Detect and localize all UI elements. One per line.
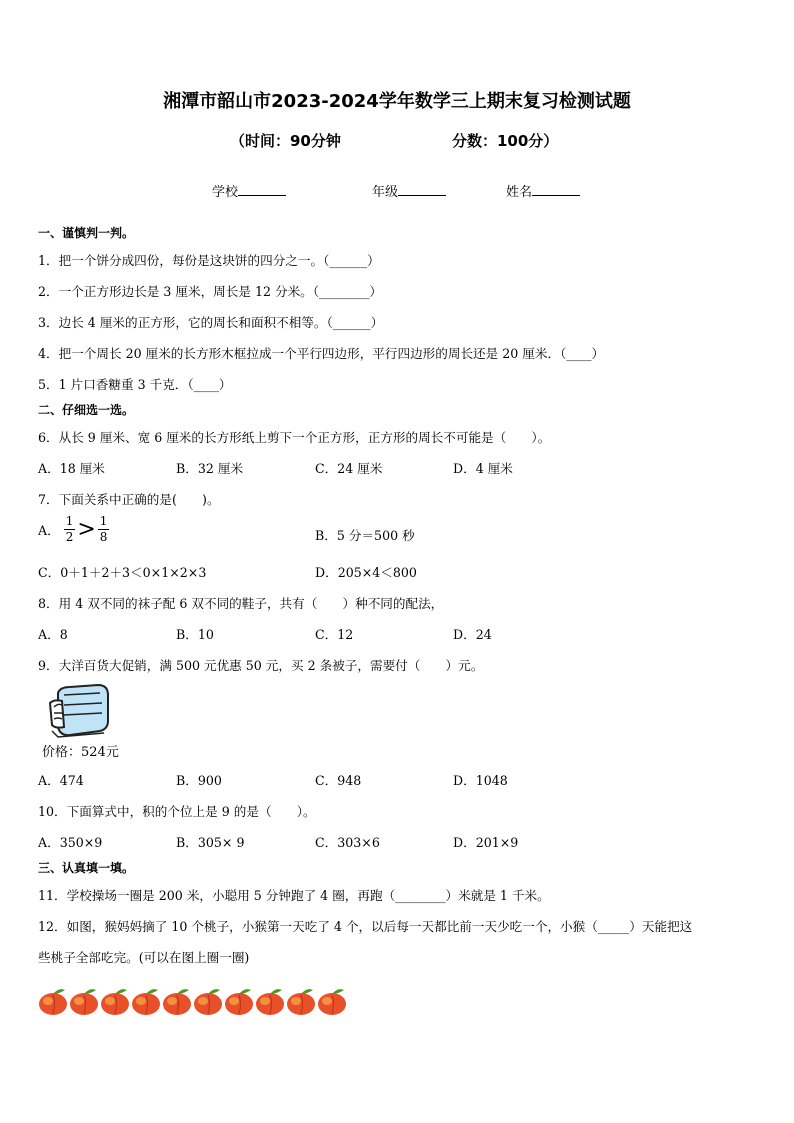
question-4: 4．把一个周长 20 厘米的长方形木框拉成一个平行四边形，平行四边形的周长还是 20 厘米．（____） xyxy=(38,346,605,361)
q7-option-b: B．5 分＝500 秒 xyxy=(315,528,415,543)
name-label: 姓名 xyxy=(506,185,533,200)
exam-score: 分数：100分） xyxy=(452,132,559,150)
q9-option-d: D．1048 xyxy=(453,773,508,788)
page-title: 湘潭市韶山市2023-2024学年数学三上期末复习检测试题 xyxy=(163,91,631,112)
question-1: 1．把一个饼分成四份，每份是这块饼的四分之一。（______） xyxy=(38,253,380,268)
q6-option-c: C．24 厘米 xyxy=(315,461,383,476)
quilt-bag-illustration xyxy=(44,681,114,741)
question-11: 11．学校操场一圈是 200 米，小聪用 5 分钟跑了 4 圈，再跑（________）米就是 1 千米。 xyxy=(38,888,550,903)
q10-option-d: D．201×9 xyxy=(453,835,519,850)
grade-label: 年级 xyxy=(372,185,399,200)
q10-option-a: A．350×9 xyxy=(38,835,103,850)
question-12-line1: 12．如图，猴妈妈摘了 10 个桃子，小猴第一天吃了 4 个，以后每一天都比前一天少吃一个，小猴（_____）天能把这 xyxy=(38,919,693,934)
q8-option-a: A．8 xyxy=(38,627,68,642)
greater-than-sign: > xyxy=(77,517,96,542)
q6-option-b: B．32 厘米 xyxy=(176,461,244,476)
q8-option-c: C．12 xyxy=(315,627,354,642)
q7-a-prefix: A． xyxy=(38,523,60,538)
name-blank[interactable] xyxy=(532,183,580,196)
q6-option-a: A．18 厘米 xyxy=(38,461,105,476)
school-field xyxy=(212,181,286,200)
school-label: 学校 xyxy=(212,185,239,200)
section3-heading: 三、认真填一填。 xyxy=(38,861,135,875)
q7-option-c: C．0＋1＋2＋3＜0×1×2×3 xyxy=(38,565,207,580)
peach-icon xyxy=(70,989,98,1015)
q10-option-b: B．305× 9 xyxy=(176,835,245,850)
peach-icon xyxy=(287,989,315,1015)
q8-option-b: B．10 xyxy=(176,627,214,642)
q6-option-d: D．4 厘米 xyxy=(453,461,513,476)
peach-icon xyxy=(318,989,346,1015)
fraction-denominator: 8 xyxy=(99,530,108,544)
fraction-one-half xyxy=(64,514,76,545)
peach-icon xyxy=(163,989,191,1015)
fraction-numerator: 1 xyxy=(65,514,74,528)
grade-blank[interactable] xyxy=(398,183,446,196)
q9-option-b: B．900 xyxy=(176,773,222,788)
q7-option-d: D．205×4＜800 xyxy=(315,565,417,580)
peach-icon xyxy=(39,989,67,1015)
section1-heading: 一、谨慎判一判。 xyxy=(38,226,135,240)
peach-icon xyxy=(225,989,253,1015)
question-5: 5．1 片口香糖重 3 千克．（____） xyxy=(38,377,232,392)
q8-option-d: D．24 xyxy=(453,627,492,642)
question-7: 7．下面关系中正确的是( )。 xyxy=(38,492,220,507)
question-2: 2．一个正方形边长是 3 厘米，周长是 12 分米。（________） xyxy=(38,284,383,299)
fraction-denominator: 2 xyxy=(65,530,74,544)
q9-option-c: C．948 xyxy=(315,773,362,788)
name-field xyxy=(506,181,580,200)
q9-option-a: A．474 xyxy=(38,773,84,788)
exam-time: （时间：90分钟 xyxy=(230,132,341,150)
question-10: 10．下面算式中，积的个位上是 9 的是（ ）。 xyxy=(38,804,316,819)
question-9: 9．大洋百货大促销，满 500 元优惠 50 元，买 2 条被子，需要付（ ）元。 xyxy=(38,658,484,673)
fraction-one-eighth xyxy=(98,514,110,545)
q7-option-a xyxy=(38,514,109,545)
question-3: 3．边长 4 厘米的正方形，它的周长和面积不相等。（______） xyxy=(38,315,384,330)
peach-icon xyxy=(194,989,222,1015)
price-label: 价格：524元 xyxy=(42,745,119,760)
fraction-numerator: 1 xyxy=(99,514,108,528)
question-6: 6．从长 9 厘米、宽 6 厘米的长方形纸上剪下一个正方形，正方形的周长不可能是（ ）。 xyxy=(38,430,551,445)
q10-option-c: C．303×6 xyxy=(315,835,380,850)
peaches-illustration xyxy=(38,986,358,1016)
section2-heading: 二、仔细选一选。 xyxy=(38,403,135,417)
peach-icon xyxy=(101,989,129,1015)
grade-field xyxy=(372,181,446,200)
question-12-line2: 些桃子全部吃完。(可以在图上圈一圈) xyxy=(38,950,250,965)
peach-icon xyxy=(132,989,160,1015)
peach-icon xyxy=(256,989,284,1015)
question-8: 8．用 4 双不同的袜子配 6 双不同的鞋子，共有（ ）种不同的配法， xyxy=(38,596,444,611)
school-blank[interactable] xyxy=(238,183,286,196)
